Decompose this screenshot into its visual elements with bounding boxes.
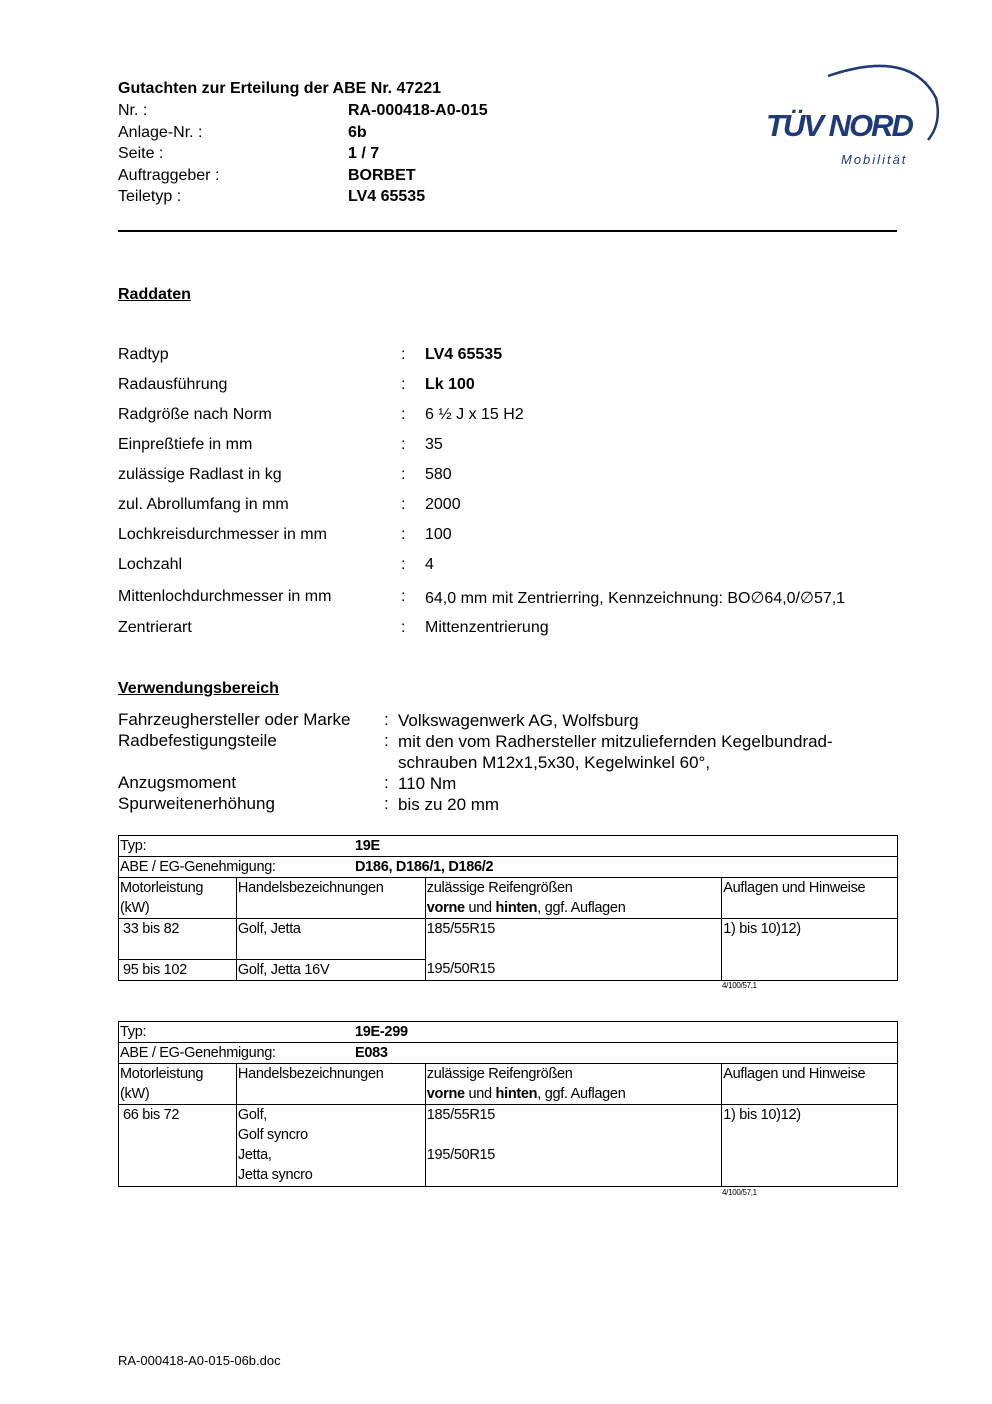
col-header-tyres bbox=[425, 878, 721, 919]
verwendung-value: 110 Nm bbox=[398, 774, 457, 793]
raddaten-value: Lk 100 bbox=[425, 376, 475, 393]
col-header-kw: Motorleistung (kW) bbox=[119, 1064, 237, 1105]
typ-value: 19E bbox=[355, 838, 380, 854]
raddaten-label: Lochzahl bbox=[118, 556, 183, 573]
header-value: BORBET bbox=[348, 167, 416, 184]
col-header-und: und bbox=[464, 900, 496, 916]
verwendung-label: Fahrzeughersteller oder Marke bbox=[118, 710, 351, 729]
col-header-tyres bbox=[425, 1064, 721, 1105]
raddaten-label: Einpreßtiefe in mm bbox=[118, 436, 253, 453]
col-header-tyres-line1: zulässige Reifengrößen bbox=[426, 880, 573, 896]
header-value: 1 / 7 bbox=[348, 145, 380, 162]
verwendung-label: Radbefestigungsteile bbox=[118, 731, 277, 750]
raddaten-colon: : bbox=[401, 466, 406, 483]
cell-notes: 1) bis 10)12) bbox=[722, 1105, 898, 1187]
header-label: Anlage-Nr. : bbox=[118, 124, 203, 141]
vehicle-table-19e bbox=[118, 835, 898, 981]
abe-value: D186, D186/1, D186/2 bbox=[355, 859, 494, 875]
raddaten-colon: : bbox=[401, 346, 406, 363]
raddaten-value: Mittenzentrierung bbox=[425, 619, 549, 636]
header-label: Nr. : bbox=[118, 102, 148, 119]
col-header-und: und bbox=[464, 1086, 496, 1102]
tyre-size: 195/50R15 bbox=[426, 961, 496, 977]
tyre-size: 185/55R15 bbox=[426, 1107, 496, 1123]
header-value: 6b bbox=[348, 124, 367, 141]
typ-label: Typ: bbox=[120, 838, 147, 854]
cell-kw: 66 bis 72 bbox=[119, 1105, 237, 1187]
raddaten-value: 580 bbox=[425, 466, 452, 483]
verwendung-value: bis zu 20 mm bbox=[398, 795, 500, 814]
col-header-hinten: hinten bbox=[495, 900, 538, 916]
raddaten-label: Radausführung bbox=[118, 376, 228, 393]
raddaten-label: Radgröße nach Norm bbox=[118, 406, 272, 423]
abe-row bbox=[119, 1043, 898, 1064]
footer-filename: RA-000418-A0-015-06b.doc bbox=[118, 1353, 281, 1368]
header-value: LV4 65535 bbox=[348, 188, 426, 205]
cell-notes: 1) bis 10)12) bbox=[722, 919, 898, 981]
raddaten-row bbox=[118, 346, 918, 368]
col-header-tyres-line1: zulässige Reifengrößen bbox=[426, 1066, 573, 1082]
raddaten-label: zulässige Radlast in kg bbox=[118, 466, 282, 483]
verwendung-colon: : bbox=[384, 773, 389, 792]
typ-row bbox=[119, 836, 898, 857]
abe-value: E083 bbox=[355, 1045, 388, 1061]
raddaten-row bbox=[118, 588, 918, 610]
col-header-notes: Auflagen und Hinweise bbox=[722, 878, 898, 919]
col-header-notes: Auflagen und Hinweise bbox=[722, 1064, 898, 1105]
raddaten-row bbox=[118, 496, 918, 518]
raddaten-value: 4 bbox=[425, 556, 434, 573]
raddaten-label: Lochkreisdurchmesser in mm bbox=[118, 526, 327, 543]
col-header-hinten: hinten bbox=[495, 1086, 538, 1102]
col-header-vorne: vorne bbox=[426, 900, 465, 916]
typ-value: 19E-299 bbox=[355, 1024, 408, 1040]
header-value: RA-000418-A0-015 bbox=[348, 102, 488, 119]
vehicle-name: Golf, bbox=[237, 1107, 268, 1123]
raddaten-colon: : bbox=[401, 619, 406, 636]
wheel-code: 4/100/57,1 bbox=[722, 981, 757, 990]
raddaten-row bbox=[118, 466, 918, 488]
raddaten-row bbox=[118, 406, 918, 428]
typ-label: Typ: bbox=[120, 1024, 147, 1040]
tuv-nord-logo bbox=[760, 58, 945, 173]
col-header-names: Handelsbezeichnungen bbox=[236, 878, 425, 919]
raddaten-value: 100 bbox=[425, 526, 452, 543]
abe-row bbox=[119, 857, 898, 878]
raddaten-row bbox=[118, 526, 918, 548]
raddaten-colon: : bbox=[401, 588, 406, 605]
raddaten-label: zul. Abrollumfang in mm bbox=[118, 496, 289, 513]
verwendung-value-continuation: schrauben M12x1,5x30, Kegelwinkel 60°, bbox=[398, 753, 711, 772]
abe-label: ABE / EG-Genehmigung: bbox=[120, 1045, 276, 1061]
raddaten-row bbox=[118, 619, 918, 641]
raddaten-row bbox=[118, 376, 918, 398]
vehicle-table-19e-299 bbox=[118, 1021, 898, 1187]
raddaten-label: Radtyp bbox=[118, 346, 169, 363]
raddaten-row bbox=[118, 436, 918, 458]
col-header-names: Handelsbezeichnungen bbox=[236, 1064, 425, 1105]
header-label: Auftraggeber : bbox=[118, 167, 220, 184]
raddaten-label: Mittenlochdurchmesser in mm bbox=[118, 588, 332, 605]
raddaten-value: 2000 bbox=[425, 496, 461, 513]
vehicle-name: Jetta, bbox=[237, 1147, 272, 1163]
logo-subtitle: Mobilität bbox=[841, 152, 908, 167]
document-title: Gutachten zur Erteilung der ABE Nr. 47221 bbox=[118, 80, 442, 97]
raddaten-colon: : bbox=[401, 556, 406, 573]
section-title-raddaten: Raddaten bbox=[118, 286, 191, 303]
header-label: Seite : bbox=[118, 145, 164, 162]
cell-names: Golf, Jetta bbox=[236, 919, 425, 960]
raddaten-value: 35 bbox=[425, 436, 443, 453]
verwendung-colon: : bbox=[384, 731, 389, 750]
col-header-kw: Motorleistung (kW) bbox=[119, 878, 237, 919]
typ-row bbox=[119, 1022, 898, 1043]
raddaten-colon: : bbox=[401, 376, 406, 393]
logo-brand: TÜV NORD bbox=[766, 108, 912, 143]
header-label: Teiletyp : bbox=[118, 188, 182, 205]
tyre-size: 185/55R15 bbox=[426, 921, 496, 937]
raddaten-colon: : bbox=[401, 526, 406, 543]
tyre-size: 195/50R15 bbox=[426, 1147, 496, 1163]
col-header-rest: , ggf. Auflagen bbox=[537, 900, 626, 916]
raddaten-colon: : bbox=[401, 406, 406, 423]
raddaten-label: Zentrierart bbox=[118, 619, 192, 636]
raddaten-value: LV4 65535 bbox=[425, 346, 503, 363]
header-divider bbox=[118, 230, 897, 232]
section-title-verwendungsbereich: Verwendungsbereich bbox=[118, 680, 279, 697]
verwendung-colon: : bbox=[384, 794, 389, 813]
verwendung-value: mit den vom Radhersteller mitzuliefernden Kegelbundrad- bbox=[398, 732, 833, 751]
cell-tyres bbox=[425, 919, 721, 981]
vehicle-name: Golf syncro bbox=[237, 1127, 308, 1143]
verwendung-label: Spurweitenerhöhung bbox=[118, 794, 275, 813]
verwendung-value: Volkswagenwerk AG, Wolfsburg bbox=[398, 711, 639, 730]
raddaten-value: 64,0 mm mit Zentrierring, Kennzeichnung: BO∅64,0/∅57,1 bbox=[425, 590, 846, 607]
verwendung-colon: : bbox=[384, 710, 389, 729]
raddaten-colon: : bbox=[401, 436, 406, 453]
raddaten-row bbox=[118, 556, 918, 578]
wheel-code: 4/100/57,1 bbox=[722, 1188, 757, 1197]
vehicle-name: Jetta syncro bbox=[237, 1167, 313, 1183]
abe-label: ABE / EG-Genehmigung: bbox=[120, 859, 276, 875]
col-header-rest: , ggf. Auflagen bbox=[537, 1086, 626, 1102]
cell-kw: 95 bis 102 bbox=[119, 960, 237, 981]
raddaten-value: 6 ½ J x 15 H2 bbox=[425, 406, 524, 423]
cell-kw: 33 bis 82 bbox=[119, 919, 237, 960]
raddaten-colon: : bbox=[401, 496, 406, 513]
col-header-vorne: vorne bbox=[426, 1086, 465, 1102]
verwendung-label: Anzugsmoment bbox=[118, 773, 237, 792]
cell-tyres bbox=[425, 1105, 721, 1187]
cell-names bbox=[236, 1105, 425, 1187]
cell-names: Golf, Jetta 16V bbox=[236, 960, 425, 981]
